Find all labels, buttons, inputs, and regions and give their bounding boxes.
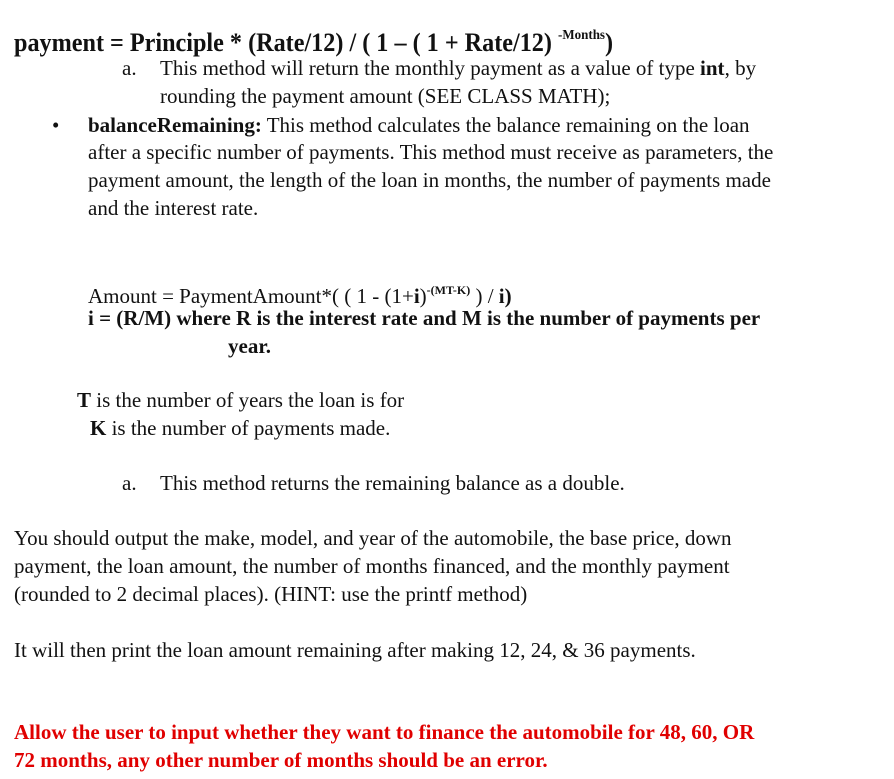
bullet-icon: • xyxy=(52,113,60,137)
formula-text: payment = Principle * (Rate/12) / ( 1 – ( 1 + Rate/12) xyxy=(14,28,558,57)
warning-line2: 72 months, any other number of months should be an error. xyxy=(14,748,548,772)
output-paragraph-line1: You should output the make, model, and year of the automobile, the base price, down xyxy=(14,526,732,550)
item-a1-line1: This method will return the monthly payment as a value of type int, by xyxy=(160,56,757,80)
bullet-line1: balanceRemaining: This method calculates the balance remaining on the loan xyxy=(88,113,750,137)
output-paragraph-line3: (rounded to 2 decimal places). (HINT: use the printf method) xyxy=(14,582,528,606)
warning-line1: Allow the user to input whether they want to finance the automobile for 48, 60, OR xyxy=(14,720,755,744)
output-paragraph-line2: payment, the loan amount, the number of months financed, and the monthly payment xyxy=(14,554,730,578)
item-a2-text: This method returns the remaining balance as a double. xyxy=(160,471,625,495)
i-definition-line2: year. xyxy=(228,334,271,358)
payment-formula xyxy=(14,22,613,57)
remaining-paragraph: It will then print the loan amount remaining after making 12, 24, & 36 payments. xyxy=(14,638,696,662)
bullet-line4: and the interest rate. xyxy=(88,196,259,220)
k-definition: K is the number of payments made. xyxy=(90,416,391,440)
item-a1-line2: rounding the payment amount (SEE CLASS MATH); xyxy=(160,84,611,108)
bullet-line3: payment amount, the length of the loan in months, the number of payments made xyxy=(88,168,771,192)
t-definition: T is the number of years the loan is for xyxy=(77,388,405,412)
formula-exponent: -Months xyxy=(557,28,606,43)
amount-formula: Amount = PaymentAmount*( ( $1 - (1+i)^{-(MT-K)}$ ) / i) xyxy=(88,283,512,308)
list-marker: a. xyxy=(122,471,137,495)
bullet-line2: after a specific number of payments. This method must receive as parameters, the xyxy=(88,140,774,164)
list-marker: a. xyxy=(122,56,137,80)
formula-tail: ) xyxy=(605,28,614,57)
i-definition-line1: i = (R/M) where R is the interest rate and M is the number of payments per xyxy=(88,306,761,330)
